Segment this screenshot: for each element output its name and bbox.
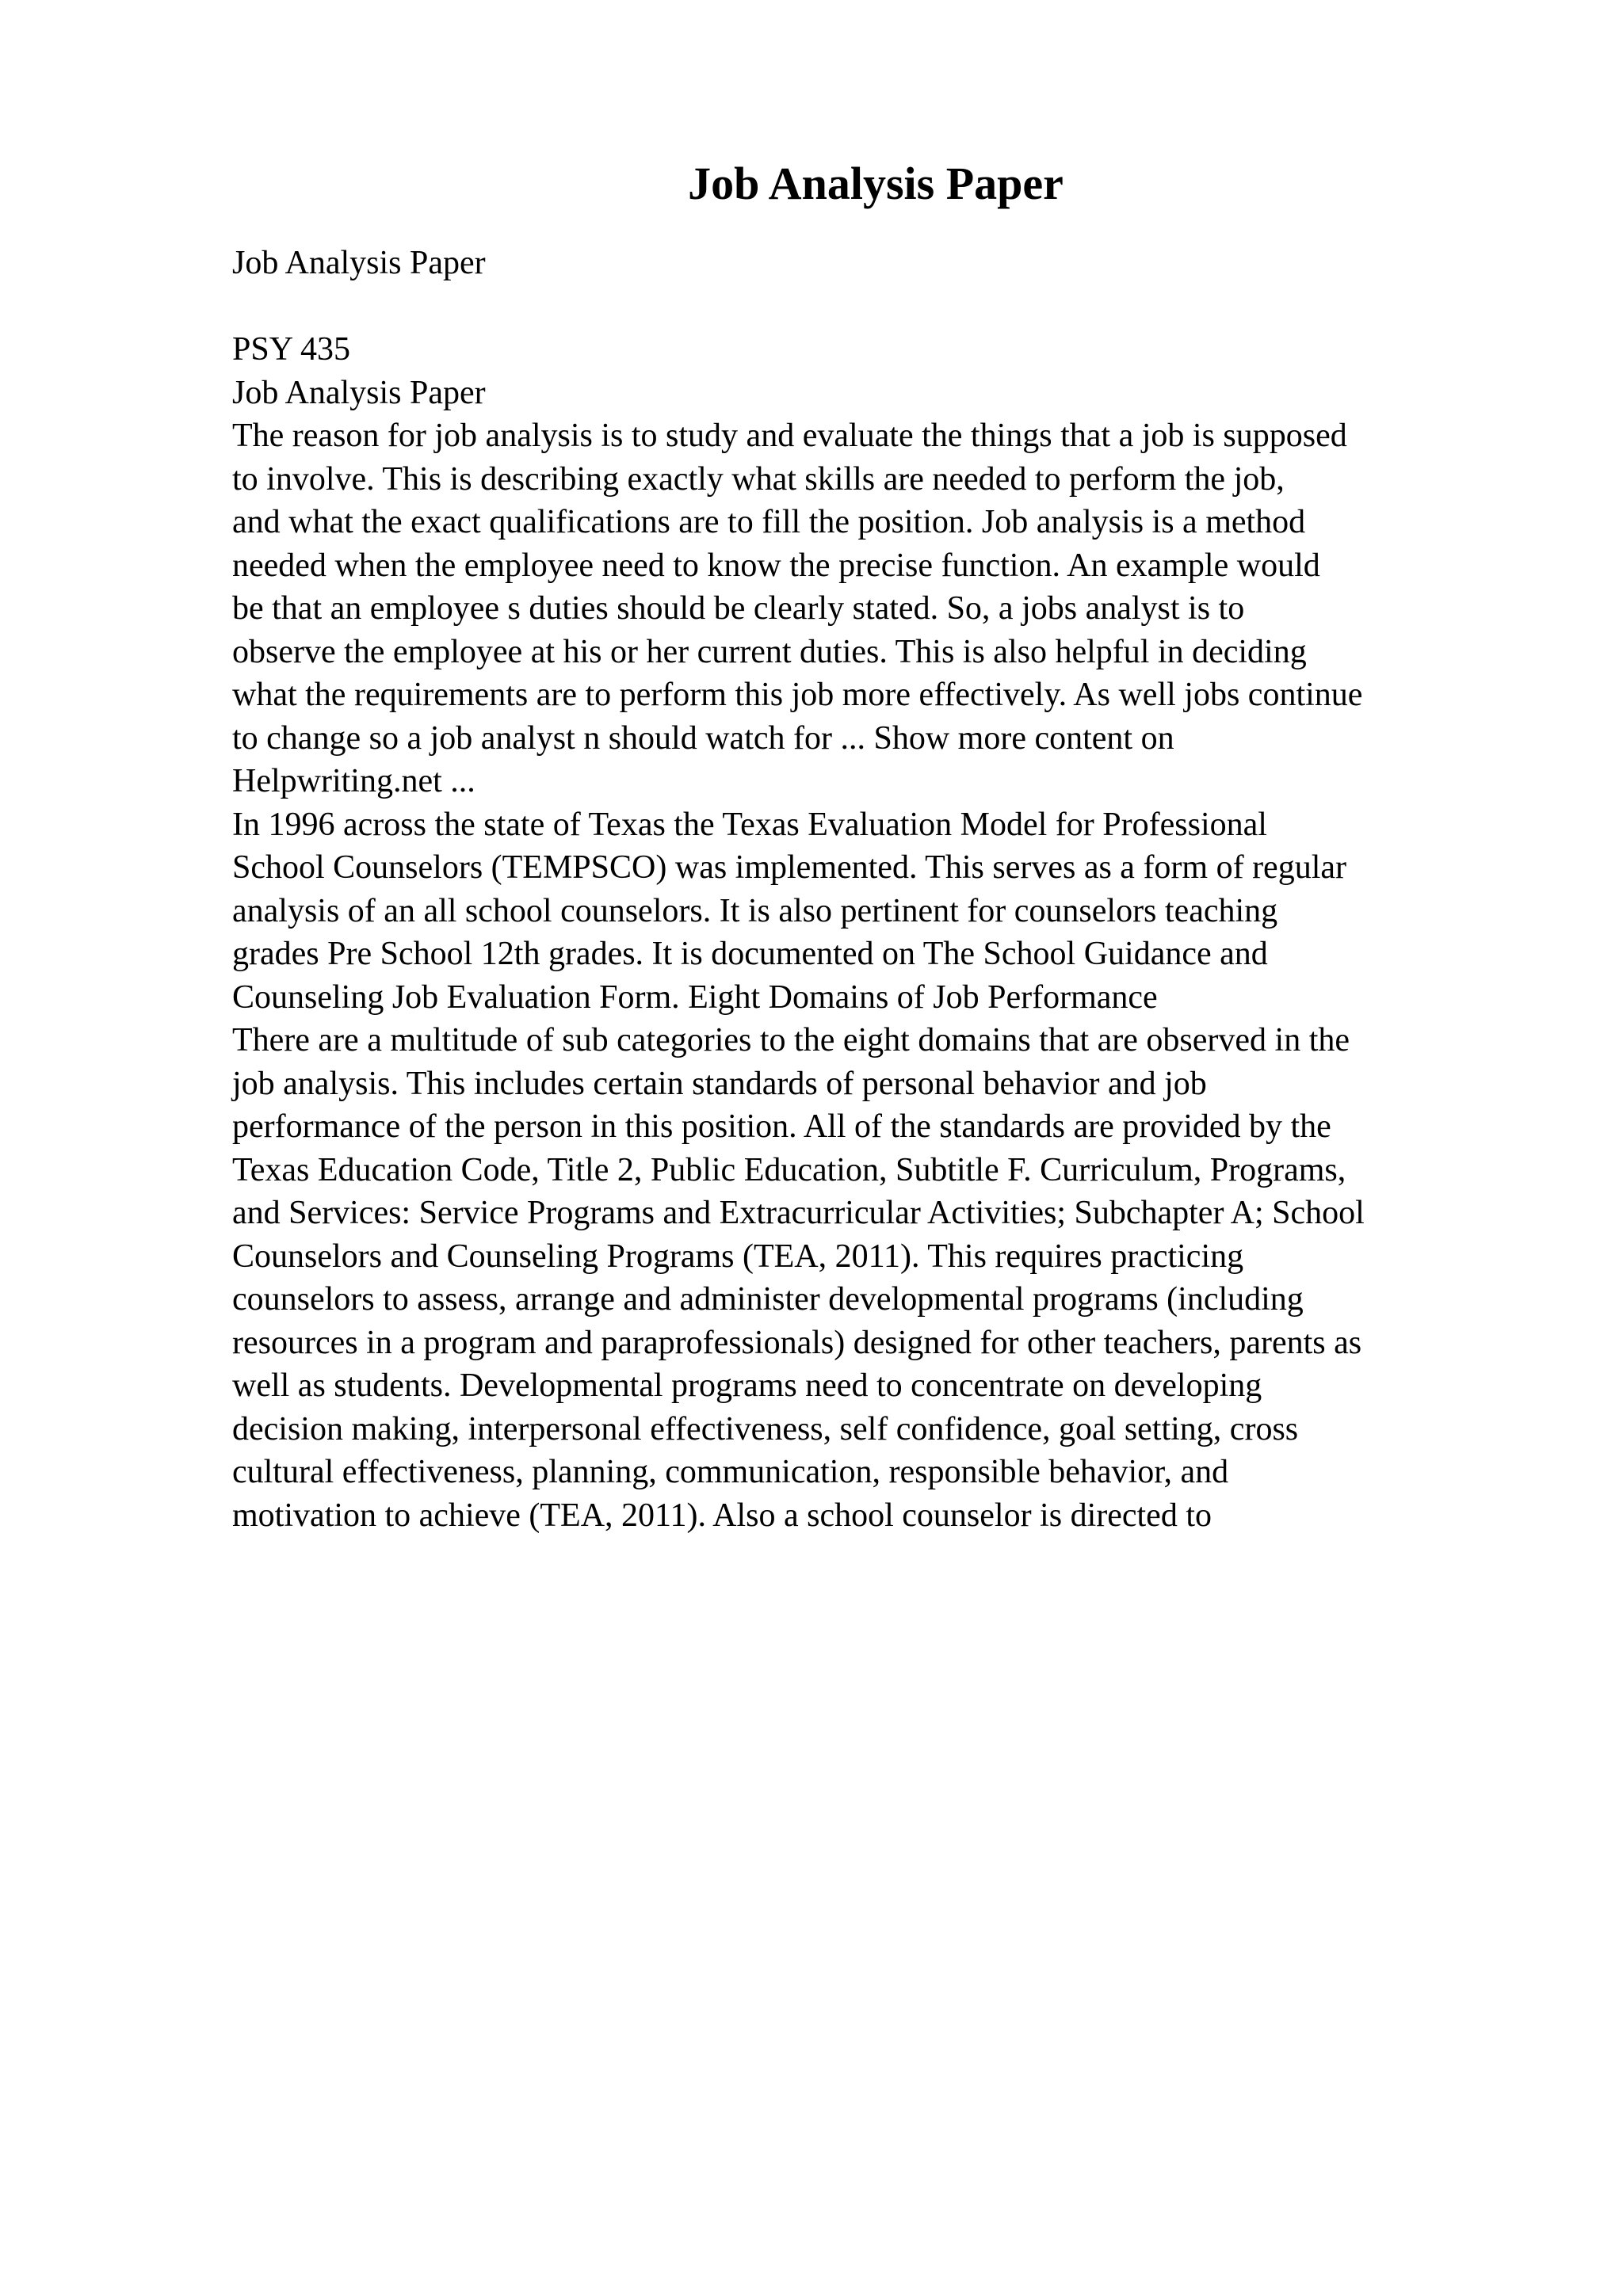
- document-subtitle: Job Analysis Paper: [232, 245, 486, 281]
- course-code: PSY 435: [232, 331, 350, 368]
- text-line: and what the exact qualifications are to fill the position. Job analysis is a method: [232, 504, 1306, 540]
- text-line: In 1996 across the state of Texas the Texas Evaluation Model for Professional: [232, 806, 1267, 843]
- text-line: analysis of an all school counselors. It is also pertinent for counselors teaching: [232, 892, 1278, 929]
- text-line: Counseling Job Evaluation Form. Eight Domains of Job Performance: [232, 978, 1158, 1016]
- text-line: Counselors and Counseling Programs (TEA, 2011). This requires practicing: [232, 1238, 1244, 1275]
- document-body: [232, 242, 1516, 1537]
- text-line: motivation to achieve (TEA, 2011). Also a school counselor is directed to: [232, 1497, 1212, 1534]
- paper-heading: Job Analysis Paper: [232, 374, 486, 411]
- text-line: job analysis. This includes certain standards of personal behavior and job: [232, 1065, 1207, 1102]
- text-line: Helpwriting.net ...: [232, 763, 475, 799]
- paragraph-1: [232, 414, 1516, 803]
- text-line: cultural effectiveness, planning, communication, responsible behavior, and: [232, 1454, 1229, 1490]
- blank-line: [232, 285, 1516, 329]
- text-line: decision making, interpersonal effectiveness, self confidence, goal setting, cross: [232, 1410, 1299, 1447]
- text-line: There are a multitude of sub categories to the eight domains that are observed in the: [232, 1022, 1350, 1058]
- text-line: Texas Education Code, Title 2, Public Education, Subtitle F. Curriculum, Programs,: [232, 1151, 1346, 1188]
- text-line: to change so a job analyst n should watch for ... Show more content on: [232, 719, 1174, 757]
- text-line: observe the employee at his or her current duties. This is also helpful in deciding: [232, 633, 1307, 670]
- text-line: to involve. This is describing exactly what skills are needed to perform the job,: [232, 460, 1285, 498]
- text-line: resources in a program and paraprofessionals) designed for other teachers, parents as: [232, 1324, 1362, 1361]
- text-line: grades Pre School 12th grades. It is documented on The School Guidance and: [232, 936, 1268, 972]
- document-title: Job Analysis Paper: [688, 158, 1064, 209]
- text-line: what the requirements are to perform this job more effectively. As well jobs continue: [232, 677, 1363, 713]
- text-line: be that an employee s duties should be clearly stated. So, a jobs analyst is to: [232, 590, 1245, 627]
- paragraph-3: [232, 1019, 1516, 1537]
- text-line: School Counselors (TEMPSCO) was implemented. This serves as a form of regular: [232, 849, 1346, 886]
- text-line: and Services: Service Programs and Extracurricular Activities; Subchapter A; School: [232, 1195, 1365, 1231]
- text-line: needed when the employee need to know the precise function. An example would: [232, 547, 1320, 584]
- paragraph-2: [232, 803, 1516, 1020]
- text-line: The reason for job analysis is to study and evaluate the things that a job is supposed: [232, 418, 1347, 454]
- text-line: performance of the person in this position. All of the standards are provided by the: [232, 1108, 1331, 1145]
- text-line: counselors to assess, arrange and administer developmental programs (including: [232, 1281, 1304, 1318]
- text-line: well as students. Developmental programs need to concentrate on developing: [232, 1367, 1262, 1404]
